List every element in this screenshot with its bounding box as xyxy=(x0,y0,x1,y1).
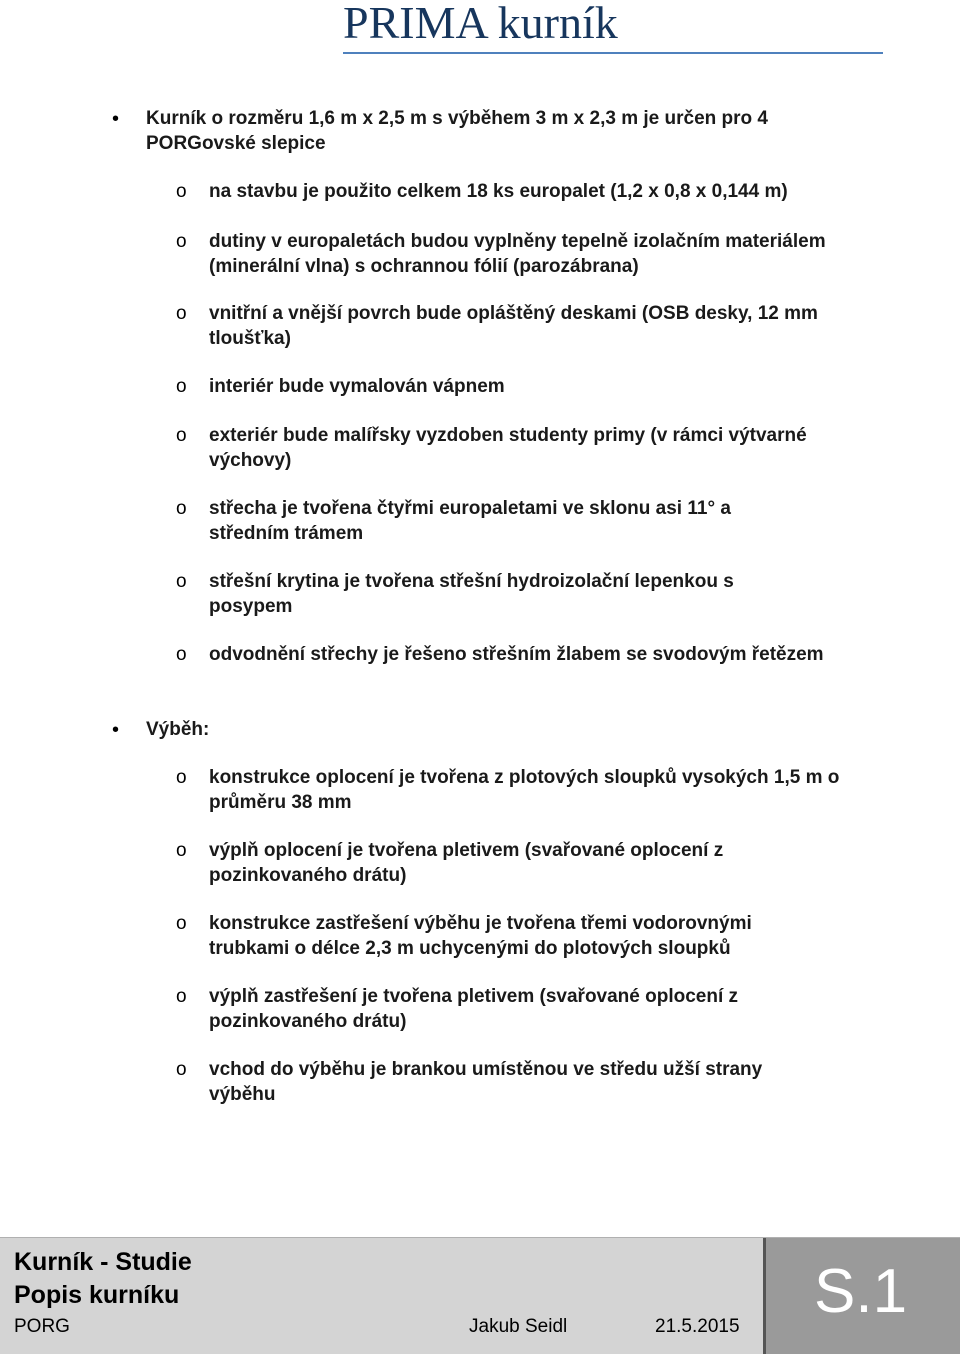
sub-marker: o xyxy=(176,644,187,665)
list-item: dutiny v europaletách budou vyplněny tepelně izolačním materiálem (minerální vlna) s ochrannou fólií (parozábrana) xyxy=(209,231,826,277)
date: 21.5.2015 xyxy=(655,1316,740,1337)
vybeh-heading: Výběh: xyxy=(146,719,210,740)
page-title: PRIMA kurník xyxy=(343,0,618,48)
sub-marker: o xyxy=(176,1059,187,1080)
list-item: výplň zastřešení je tvořena pletivem (svařované oplocení z pozinkovaného drátu) xyxy=(209,986,739,1032)
kurnik-heading: Kurník o rozměru 1,6 m x 2,5 m s výběhem 3 m x 2,3 m je určen pro 4 PORGovské slepice xyxy=(146,108,768,154)
bullet-marker: • xyxy=(112,719,120,741)
title-block-info xyxy=(0,1238,766,1354)
list-item: střešní krytina je tvořena střešní hydroizolační lepenkou s posypem xyxy=(209,571,734,617)
sub-marker: o xyxy=(176,303,187,324)
sub-marker: o xyxy=(176,986,187,1007)
sub-marker: o xyxy=(176,913,187,934)
list-item: vchod do výběhu je brankou umístěnou ve středu užší strany výběhu xyxy=(209,1059,763,1105)
sub-marker: o xyxy=(176,425,187,446)
organization: PORG xyxy=(14,1316,70,1337)
list-item: exteriér bude malířsky vyzdoben studenty primy (v rámci výtvarné výchovy) xyxy=(209,425,807,471)
title-block-footer xyxy=(0,1237,960,1354)
list-item: interiér bude vymalován vápnem xyxy=(209,376,505,397)
sub-marker: o xyxy=(176,181,187,202)
sub-marker: o xyxy=(176,571,187,592)
list-item: na stavbu je použito celkem 18 ks europalet (1,2 x 0,8 x 0,144 m) xyxy=(209,181,788,202)
sub-marker: o xyxy=(176,767,187,788)
sheet-number: S.1 xyxy=(814,1257,908,1326)
author: Jakub Seidl xyxy=(469,1316,568,1337)
drawing-subtitle: Popis kurníku xyxy=(14,1281,180,1309)
drawing-title: Kurník - Studie xyxy=(14,1248,192,1276)
list-item: vnitřní a vnější povrch bude opláštěný deskami (OSB desky, 12 mm tloušťka) xyxy=(209,303,818,349)
sub-marker: o xyxy=(176,231,187,252)
bullet-marker: • xyxy=(112,108,120,130)
list-item: střecha je tvořena čtyřmi europaletami ve sklonu asi 11° a středním trámem xyxy=(209,498,731,544)
sub-marker: o xyxy=(176,498,187,519)
sub-marker: o xyxy=(176,376,187,397)
list-item: výplň oplocení je tvořena pletivem (svařované oplocení z pozinkovaného drátu) xyxy=(209,840,724,886)
list-item: konstrukce zastřešení výběhu je tvořena třemi vodorovnými trubkami o délce 2,3 m uchycenými do plotových sloupků xyxy=(209,913,752,959)
list-item: odvodnění střechy je řešeno střešním žlabem se svodovým řetězem xyxy=(209,644,824,665)
sub-marker: o xyxy=(176,840,187,861)
list-item: konstrukce oplocení je tvořena z plotových sloupků vysokých 1,5 m o průměru 38 mm xyxy=(209,767,840,813)
sheet-number-box xyxy=(766,1238,960,1354)
